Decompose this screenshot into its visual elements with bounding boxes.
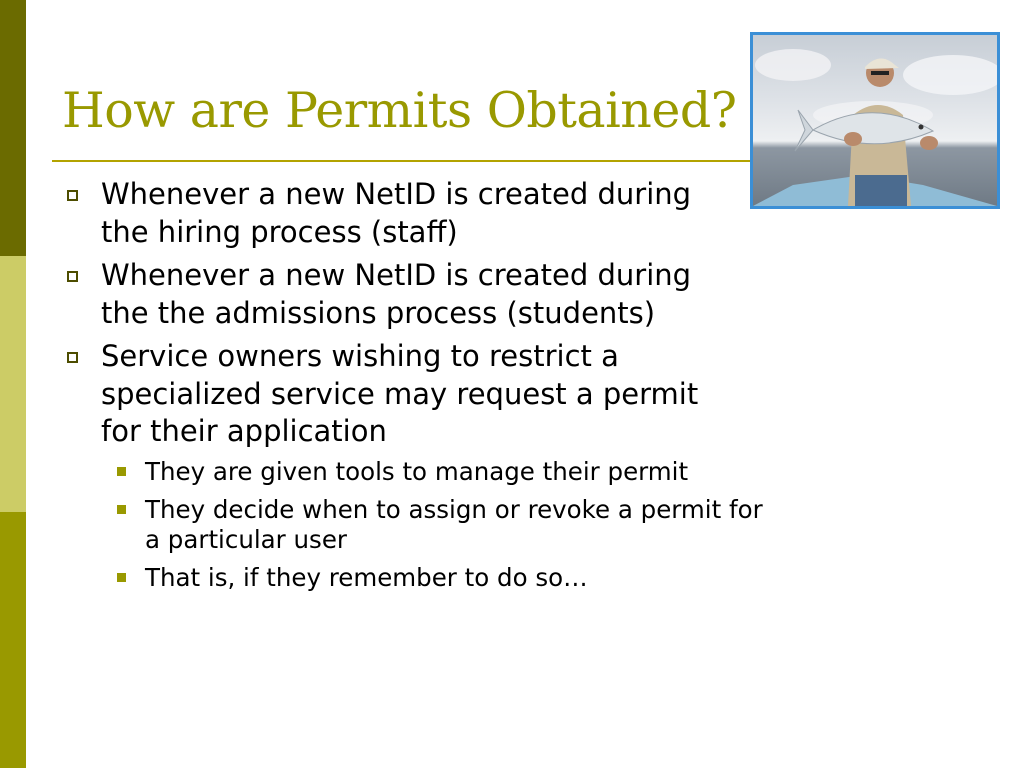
- bullet-text: Whenever a new NetID is created during the hiring process (staff): [101, 177, 692, 249]
- color-bar-middle: [0, 256, 26, 512]
- sub-bullet-item: [62, 457, 765, 487]
- photo-illustration: [753, 35, 997, 206]
- hollow-square-bullet-icon: [67, 271, 78, 282]
- color-bar-top: [0, 0, 26, 256]
- sub-bullet-text: That is, if they remember to do so…: [145, 562, 588, 592]
- bullet-item: [62, 257, 742, 332]
- slide-title: How are Permits Obtained?: [62, 82, 737, 139]
- bullet-list: [62, 176, 763, 601]
- color-bar-bottom: [0, 512, 26, 768]
- fisherman-photo: [750, 32, 1000, 209]
- filled-square-bullet-icon: [117, 467, 126, 476]
- bullet-item: [62, 176, 742, 251]
- sub-bullet-text: They are given tools to manage their permit: [145, 456, 689, 486]
- hollow-square-bullet-icon: [67, 190, 78, 201]
- filled-square-bullet-icon: [117, 573, 126, 582]
- bullet-text: Whenever a new NetID is created during the the admissions process (students): [101, 258, 692, 330]
- hollow-square-bullet-icon: [67, 352, 78, 363]
- left-color-bar: [0, 0, 26, 768]
- filled-square-bullet-icon: [117, 505, 126, 514]
- bullet-item: [62, 338, 742, 451]
- sub-bullet-text: They decide when to assign or revoke a permit for a particular user: [145, 494, 763, 554]
- sub-bullet-item: [62, 563, 765, 593]
- sub-bullet-item: [62, 495, 765, 555]
- bullet-text: Service owners wishing to restrict a specialized service may request a permit for their application: [101, 339, 699, 448]
- title-underline: [52, 160, 752, 162]
